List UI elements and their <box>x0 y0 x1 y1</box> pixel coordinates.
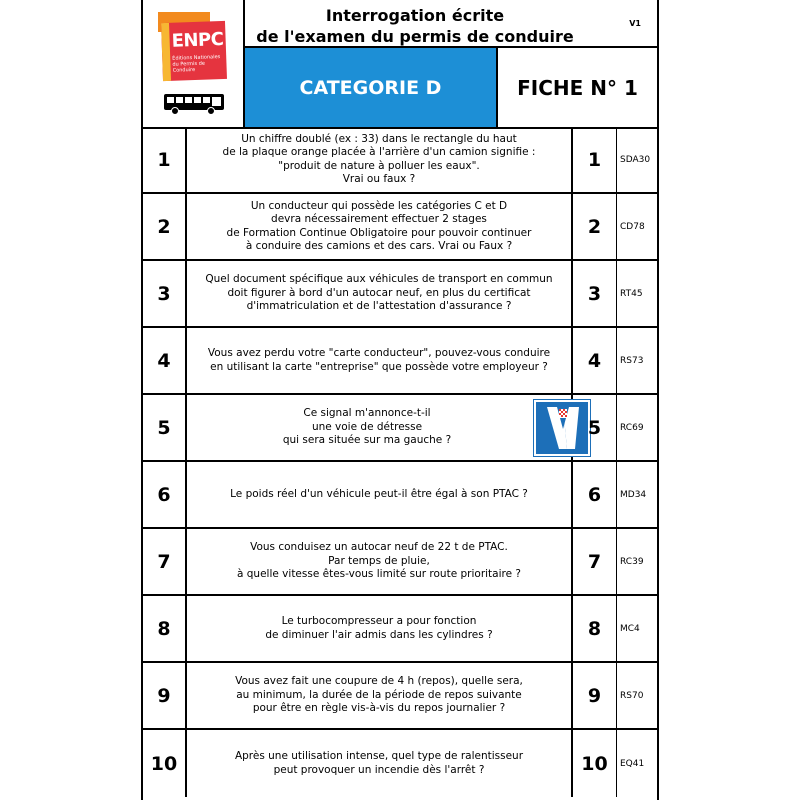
question-text: Vous conduisez un autocar neuf de 22 t de PTAC. Par temps de pluie, à quelle vitesse êtes-vous limité sur route prioritaire ? <box>187 529 573 594</box>
question-text: Le turbocompresseur a pour fonction de diminuer l'air admis dans les cylindres ? <box>187 596 573 661</box>
question-text: Un conducteur qui possède les catégories C et D devra nécessairement effectuer 2 stages de Formation Continue Obligatoire pour pouvoir continuer à conduire des camions et des cars. Vrai ou Faux ? <box>187 194 573 259</box>
header <box>143 0 657 129</box>
question-code: RC39 <box>620 556 644 567</box>
answer-number: 4 <box>573 328 617 393</box>
question-row <box>143 395 657 462</box>
question-row <box>143 194 657 261</box>
bus-icon <box>163 92 225 116</box>
answer-number: 7 <box>573 529 617 594</box>
question-code: EQ41 <box>620 758 645 769</box>
question-code: RS70 <box>620 690 644 701</box>
answer-number: 3 <box>573 261 617 326</box>
question-row <box>143 596 657 663</box>
answer-number: 5 <box>573 395 617 460</box>
question-number: 7 <box>143 529 187 594</box>
questions-table <box>143 127 657 797</box>
question-text: Après une utilisation intense, quel type de ralentisseur peut provoquer un incendie dès l'arrêt ? <box>187 730 573 797</box>
question-number: 10 <box>143 730 187 797</box>
enpc-logo <box>161 21 227 81</box>
question-number: 1 <box>143 127 187 192</box>
question-text: Ce signal m'annonce-t-il une voie de détresse qui sera située sur ma gauche ? <box>282 407 452 447</box>
question-row <box>143 261 657 328</box>
question-number: 8 <box>143 596 187 661</box>
title-line-1: Interrogation écrite <box>325 6 505 25</box>
title-cell <box>245 0 657 48</box>
logo-stripe <box>161 23 171 81</box>
question-row <box>143 328 657 395</box>
fiche-number: FICHE N° 1 <box>517 75 638 100</box>
question-text: Vous avez perdu votre "carte conducteur", pouvez-vous conduire en utilisant la carte "entreprise" que possède votre employeur ? <box>187 328 573 393</box>
answer-number: 6 <box>573 462 617 527</box>
version-label: V1 <box>629 19 641 28</box>
answer-number: 8 <box>573 596 617 661</box>
question-number: 2 <box>143 194 187 259</box>
question-row <box>143 529 657 596</box>
question-code: RT45 <box>620 288 643 299</box>
question-code: MD34 <box>620 489 647 500</box>
answer-number: 1 <box>573 127 617 192</box>
question-code: SDA30 <box>620 154 651 165</box>
question-number: 3 <box>143 261 187 326</box>
answer-number: 9 <box>573 663 617 728</box>
question-text: Le poids réel d'un véhicule peut-il être égal à son PTAC ? <box>187 462 573 527</box>
title-line-2: de l'examen du permis de conduire <box>256 27 574 46</box>
answer-number: 2 <box>573 194 617 259</box>
question-cell <box>187 395 573 460</box>
category-banner: CATEGORIE D <box>245 48 498 127</box>
question-text: Un chiffre doublé (ex : 33) dans le rectangle du haut de la plaque orange placée à l'arrière d'un camion signifie : "produit de nature à polluer les eaux". Vrai ou faux ? <box>187 127 573 192</box>
question-row <box>143 462 657 529</box>
question-number: 9 <box>143 663 187 728</box>
question-number: 6 <box>143 462 187 527</box>
question-code: RS73 <box>620 355 644 366</box>
logo-subtitle: Éditions Nationales du Permis de Conduire <box>172 54 221 74</box>
question-code: RC69 <box>620 422 644 433</box>
question-row <box>143 663 657 730</box>
exam-sheet <box>141 0 659 800</box>
question-code: MC4 <box>620 623 640 634</box>
question-number: 4 <box>143 328 187 393</box>
question-row <box>143 730 657 797</box>
logo-name: ENPC <box>171 28 224 52</box>
question-text: Quel document spécifique aux véhicules de transport en commun doit figurer à bord d'un autocar neuf, en plus du certificat d'immatriculation et de l'attestation d'assurance ? <box>187 261 573 326</box>
logo-cell <box>143 0 245 127</box>
answer-number: 10 <box>573 730 617 797</box>
question-row <box>143 127 657 194</box>
question-number: 5 <box>143 395 187 460</box>
question-text: Vous avez fait une coupure de 4 h (repos), quelle sera, au minimum, la durée de la période de repos suivante pour être en règle vis-à-vis du repos journalier ? <box>187 663 573 728</box>
question-code: CD78 <box>620 221 645 232</box>
